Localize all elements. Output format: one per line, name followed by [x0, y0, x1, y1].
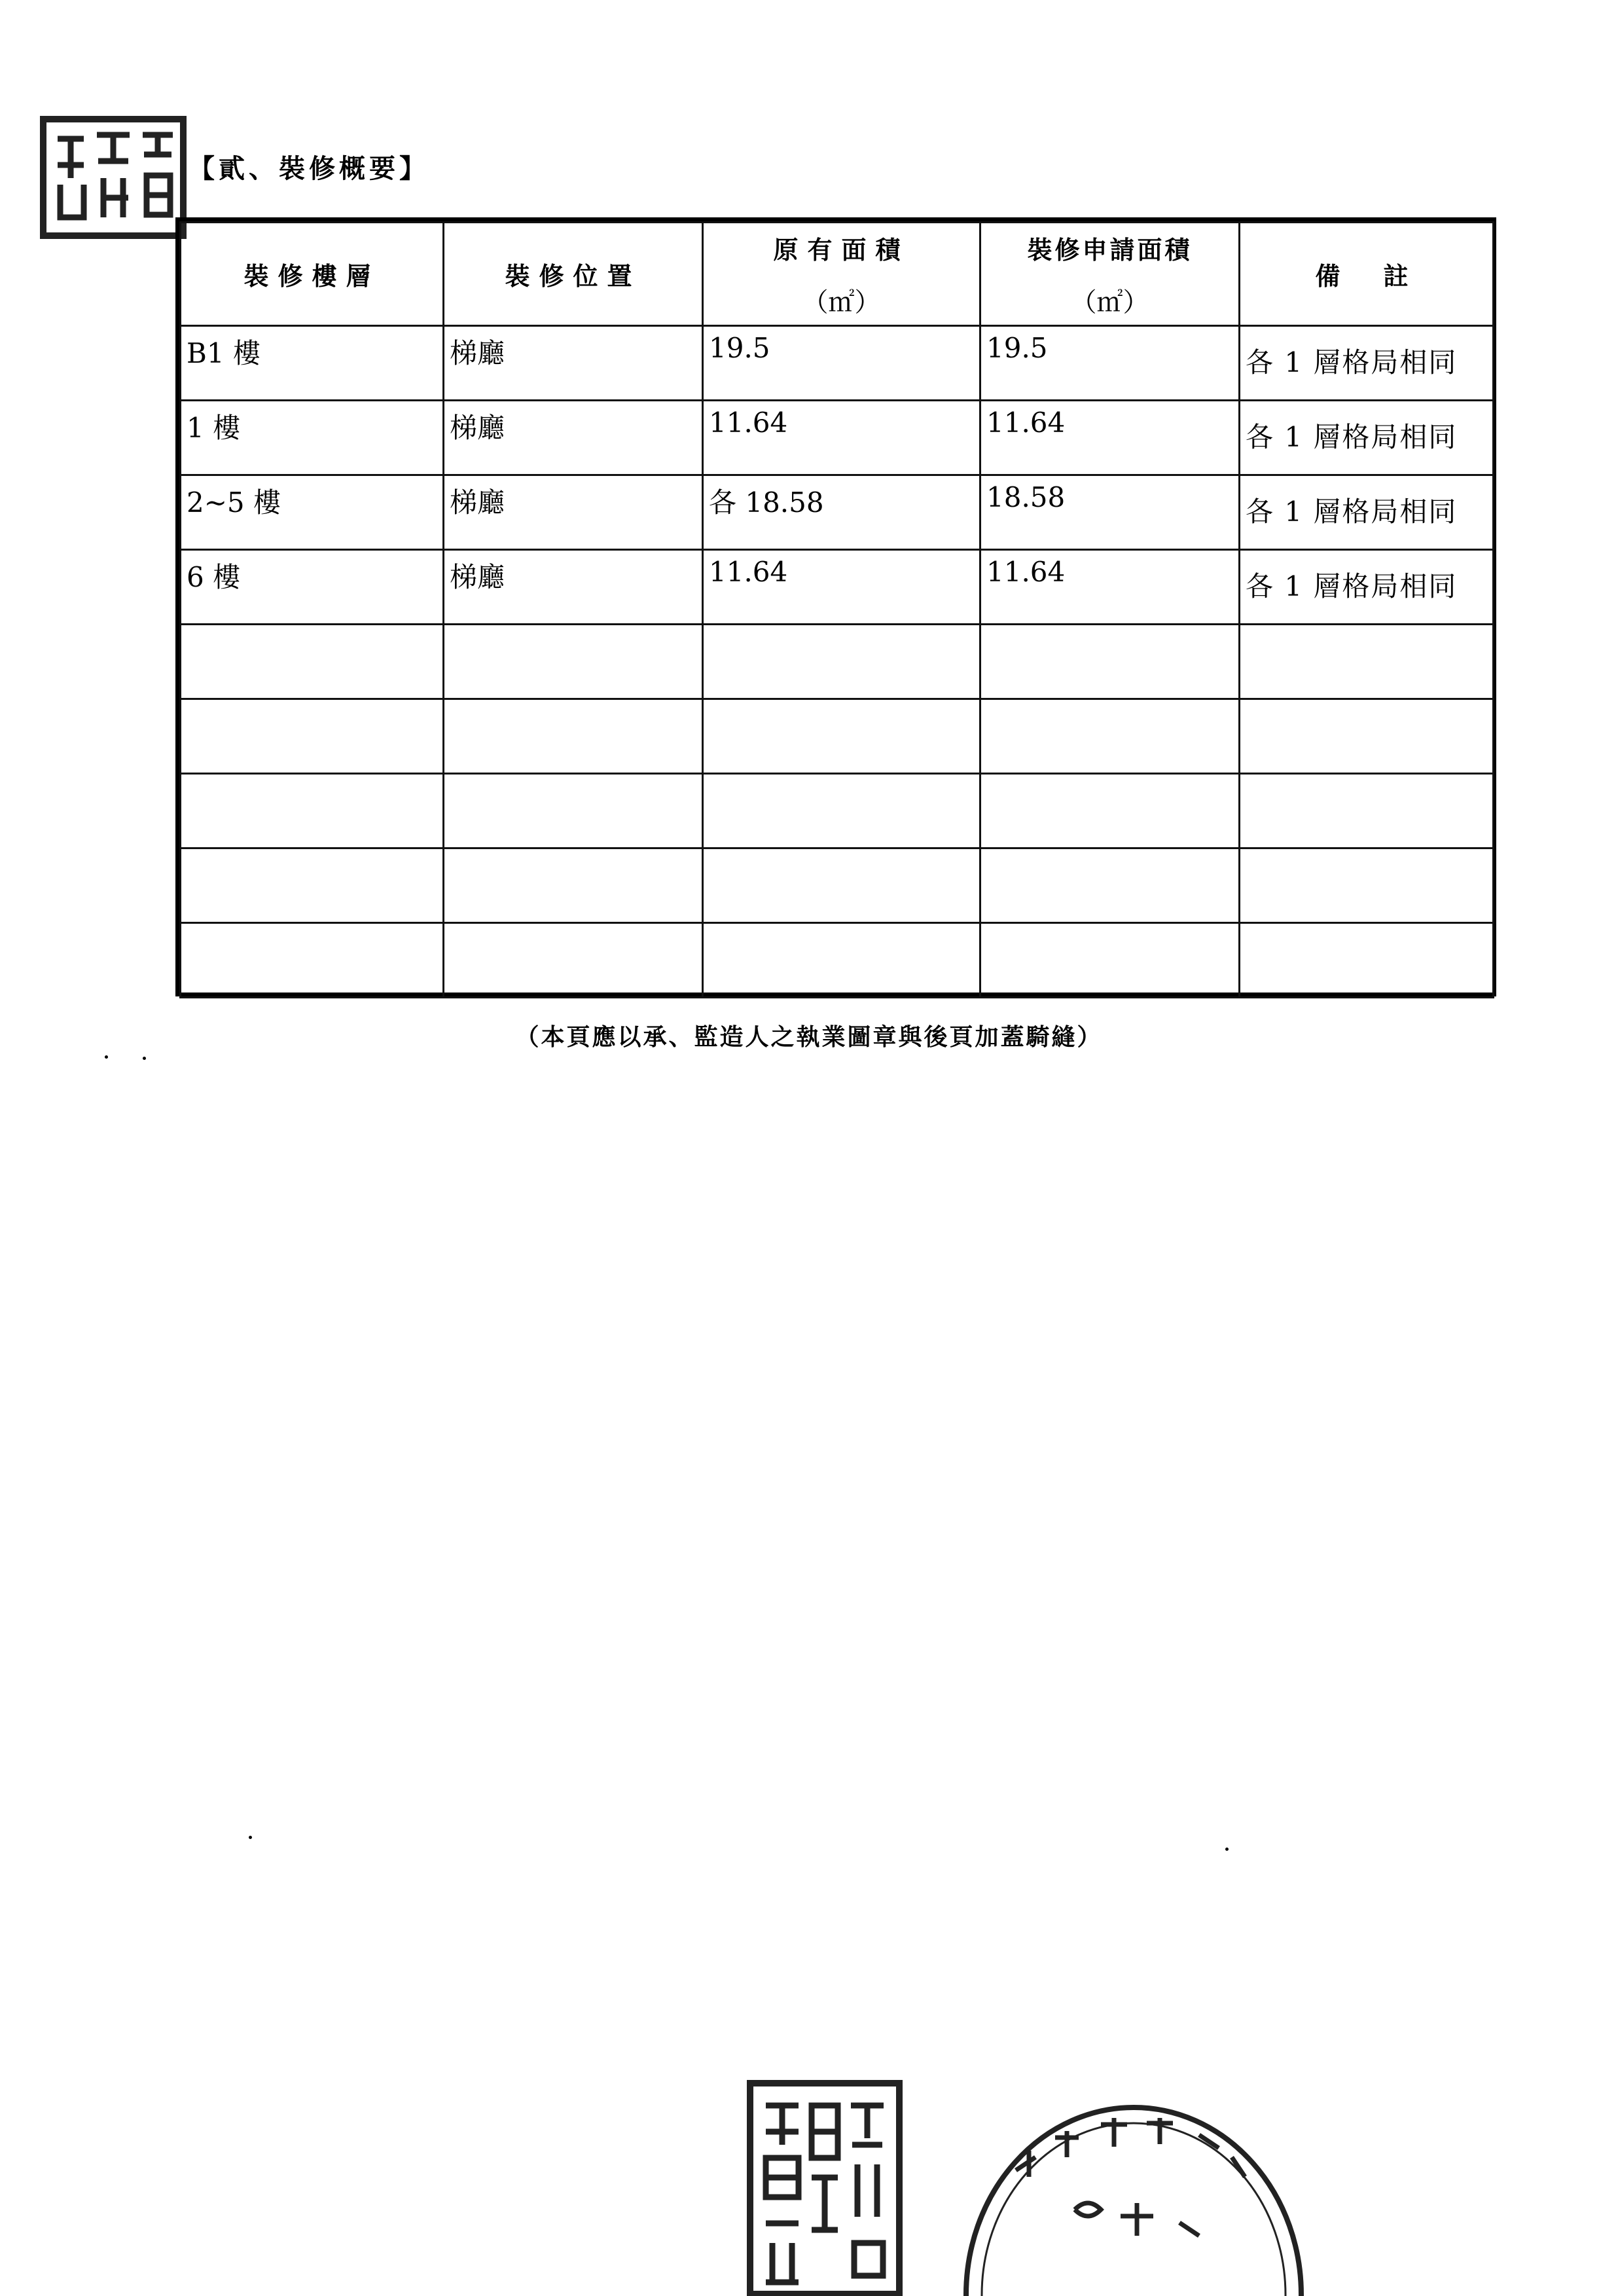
cell-original-area: 11.64	[703, 550, 980, 625]
cell-empty	[703, 848, 980, 923]
cell-floor: 1 樓	[181, 401, 444, 475]
cell-remarks: 各 1 層格局相同	[1240, 475, 1494, 550]
table-row-empty	[181, 625, 1494, 699]
cell-original-area: 19.5	[703, 326, 980, 401]
cell-original-area: 11.64	[703, 401, 980, 475]
header-original-area: 原有面積 （㎡）	[703, 223, 980, 326]
cell-floor: B1 樓	[181, 326, 444, 401]
scan-speck	[105, 1055, 108, 1059]
cell-empty	[181, 848, 444, 923]
cell-empty	[980, 774, 1240, 848]
cell-location: 梯廳	[444, 475, 703, 550]
cell-applied-area: 19.5	[980, 326, 1240, 401]
cell-floor: 6 樓	[181, 550, 444, 625]
cell-remarks: 各 1 層格局相同	[1240, 550, 1494, 625]
cell-location: 梯廳	[444, 401, 703, 475]
cell-empty	[444, 848, 703, 923]
cell-empty	[980, 625, 1240, 699]
cell-empty	[980, 848, 1240, 923]
header-applied-area: 裝修申請面積 （㎡）	[980, 223, 1240, 326]
cell-empty	[1240, 923, 1494, 998]
section-title: 【貳、裝修概要】	[189, 153, 429, 184]
cell-applied-area: 11.64	[980, 401, 1240, 475]
cell-empty	[444, 774, 703, 848]
table-row-empty	[181, 699, 1494, 774]
cell-empty	[181, 923, 444, 998]
table-row	[181, 550, 1494, 625]
cell-remarks: 各 1 層格局相同	[1240, 401, 1494, 475]
cell-location: 梯廳	[444, 550, 703, 625]
cell-empty	[1240, 625, 1494, 699]
cell-applied-area: 11.64	[980, 550, 1240, 625]
table-header-row	[181, 223, 1494, 326]
cell-empty	[980, 923, 1240, 998]
cell-empty	[703, 699, 980, 774]
cell-empty	[703, 625, 980, 699]
bottom-round-seal-stamp-icon	[957, 2098, 1310, 2296]
cell-empty	[444, 625, 703, 699]
cell-remarks: 各 1 層格局相同	[1240, 326, 1494, 401]
cell-empty	[703, 774, 980, 848]
cell-empty	[181, 774, 444, 848]
seal-instruction-note: （本頁應以承、監造人之執業圖章與後頁加蓋騎縫）	[515, 1023, 1103, 1051]
scan-speck	[143, 1057, 146, 1060]
cell-empty	[444, 923, 703, 998]
table-row	[181, 475, 1494, 550]
header-floor: 裝修樓層	[181, 223, 444, 326]
header-remarks: 備 註	[1240, 223, 1494, 326]
cell-location: 梯廳	[444, 326, 703, 401]
cell-empty	[444, 699, 703, 774]
table-row-empty	[181, 774, 1494, 848]
cell-empty	[181, 699, 444, 774]
cell-empty	[1240, 848, 1494, 923]
scan-speck	[1225, 1848, 1229, 1851]
cell-empty	[1240, 774, 1494, 848]
cell-empty	[1240, 699, 1494, 774]
renovation-summary-table	[175, 217, 1496, 996]
cell-applied-area: 18.58	[980, 475, 1240, 550]
cell-empty	[181, 625, 444, 699]
cell-empty	[703, 923, 980, 998]
table-row-empty	[181, 848, 1494, 923]
table-row	[181, 401, 1494, 475]
header-location: 裝修位置	[444, 223, 703, 326]
cell-empty	[980, 699, 1240, 774]
table-row-empty	[181, 923, 1494, 998]
cell-floor: 2~5 樓	[181, 475, 444, 550]
table-row	[181, 326, 1494, 401]
scan-speck	[249, 1836, 252, 1839]
bottom-square-seal-stamp-icon	[746, 2079, 903, 2296]
corner-seal-stamp-icon	[38, 113, 190, 242]
cell-original-area: 各 18.58	[703, 475, 980, 550]
